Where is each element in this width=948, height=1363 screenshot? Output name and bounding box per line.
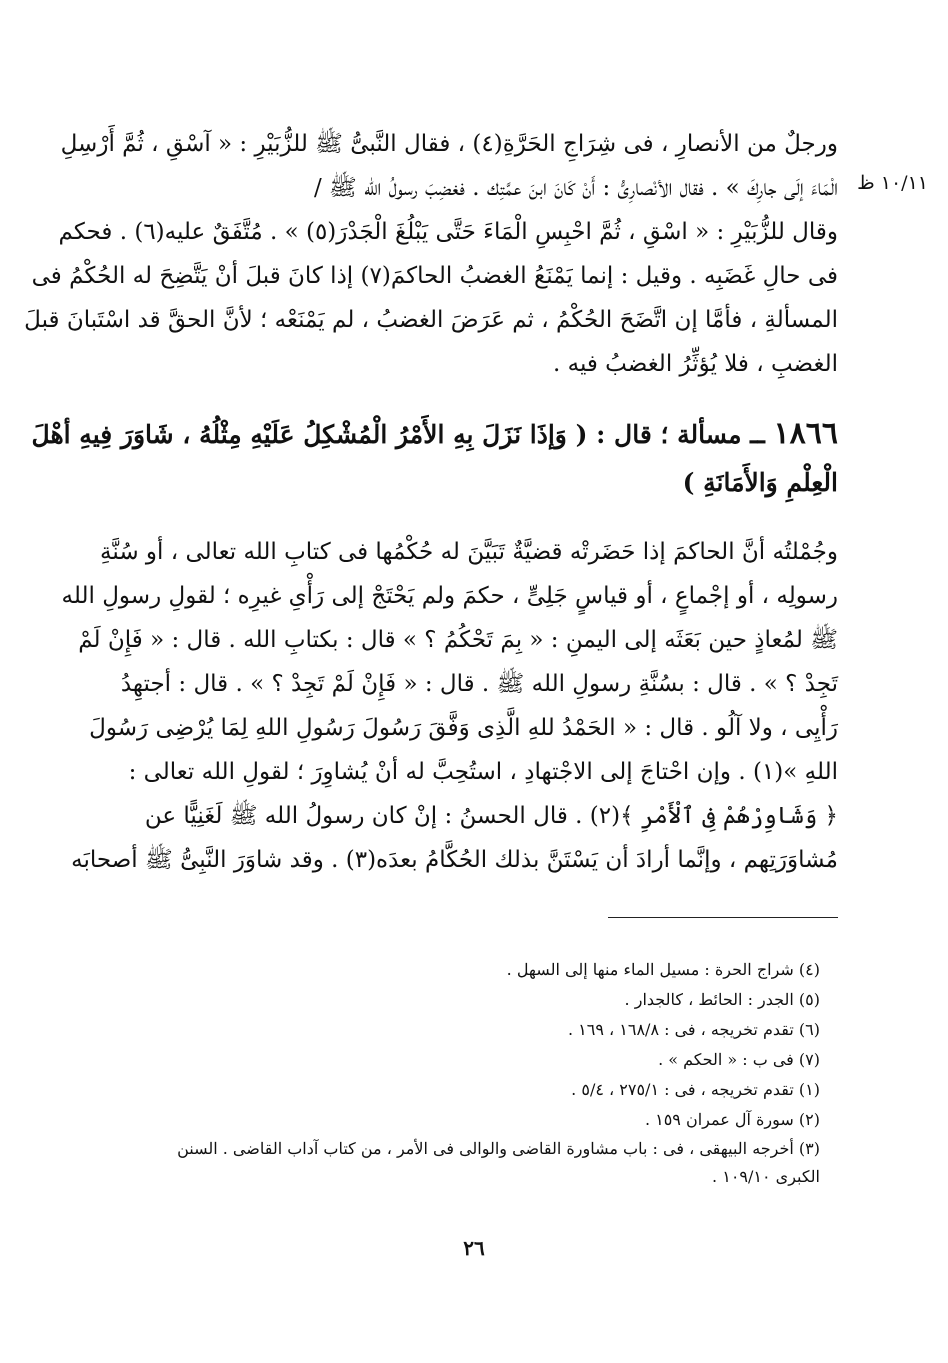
text-line: ﷺ لمُعاذٍ حين بَعَثَه إلى اليمنِ : « بِمَ تَحْكُمُ ؟ » قال : بكتابِ الله . قال : « فَإِنْ لَمْ (78, 627, 838, 653)
footnotes (128, 955, 820, 1191)
issue-heading (31, 410, 838, 507)
footnote-item: (٤) شراج الحرة : مسيل الماء منها إلى السهل . (506, 960, 820, 979)
footnote-divider (608, 917, 838, 918)
footnote-item: (٢) سورة آل عمران ١٥٩ . (644, 1110, 820, 1129)
text-line: المسألةِ ، فأمَّا إن اتَّضَحَ الحُكْمُ ، ثم عَرَضَ الغضبُ ، لم يَمْنَعْه ؛ لأنَّ الحقَّ قد اسْتَبانَ قبلَ (24, 307, 838, 333)
text-line: الغضبِ ، فلا يُؤثِّرُ الغضبُ فيه . (552, 351, 838, 377)
footnote-item: (٦) تقدم تخريجه ، فى : ١٦٨/٨ ، ١٦٩ . (567, 1020, 820, 1039)
text-line: اللهِ »(١) . وإن احْتاجَ إلى الاجْتهادِ ، استُحِبَّ له أنْ يُشاوِرَ ؛ لقولِ الله تعالى : (128, 759, 838, 785)
footnote-item: (٣) أخرجه البيهقى ، فى : باب مشاورة القاضى والوالى فى الأمر ، من كتاب آداب القاضى . السنن الكبرى ١٠٩/١٠ . (177, 1139, 820, 1186)
issue-number: ١٨٦٦ (773, 416, 838, 451)
heading-line (31, 410, 838, 459)
text-line: رَأْيِى ، ولا آلُو . قال : « الحَمْدُ للهِ الَّذِى وَفَّقَ رَسُولَ رَسُولِ اللهِ لِمَا يُرْضِى رَسُولَ (89, 715, 838, 741)
paragraph-continuation (24, 122, 838, 386)
page-number: ٢٦ (463, 1236, 485, 1260)
footnote-item: (٥) الجدر : الحائط ، كالجدار . (624, 990, 820, 1009)
text-line: مُشاوَرَتِهم ، وإنَّما أرادَ أن يَسْتَنَّ بذلك الحُكَّامُ بعدَه(٣) . وقد شاوَرَ النَّبِىُّ ﷺ أصحابَه (71, 847, 838, 873)
heading-line: الْعِلْمِ وَالأَمَانَةِ ) (682, 468, 838, 497)
heading-text: ــ مسألة ؛ قال : ( وَإذَا نَزَلَ بِهِ الأَمْرُ الْمُشْكِلُ عَلَيْهِ مِثْلُهُ ، شَاوَرَ فِيهِ أهْلَ (31, 420, 765, 449)
margin-manuscript-reference: ١٠/١١ ظ (857, 172, 928, 194)
text-line: الْمَاءَ إلَى جارِكَ » . فقال الأنْصارِىُّ : أَنْ كَانَ ابنَ عمَّتِك . فغضِبَ رسولُ الله ﷺ / (313, 175, 838, 201)
text-line: فى حالِ غَضَبِه . وقيل : إنما يَمْنَعُ الغضبُ الحاكمَ(٧) إذا كانَ قبلَ أنْ يَتَّضِحَ له الحُكْمُ فى (31, 263, 838, 289)
text-line: ﴿ وَشَاوِرْهُمْ فِى ٱلْأَمْرِ ﴾(٢) . قال الحسنُ : إنْ كان رسولُ الله ﷺ لَغَنِيًّا عن (144, 803, 838, 829)
commentary-paragraph (61, 530, 838, 882)
text-line: ورجلٌ من الأنصارِ ، فى شِرَاجِ الحَرَّةِ(٤) ، فقال النَّبىُّ ﷺ للزُّبَيْرِ : « آسْقِ ، ثُمَّ أَرْسِلِ (60, 131, 838, 157)
text-line: تَجِدْ ؟ » . قال : بسُنَّةِ رسولِ الله ﷺ . قال : « فَإِنْ لَمْ تَجِدْ ؟ » . قال : أجتهِدُ (120, 671, 838, 697)
text-line: رسولِه ، أو إجْماعٍ ، أو قياسٍ جَلِىٍّ ، حكمَ ولم يَحْتَجْ إلى رَأْىِ غيرِه ؛ لقولِ رسولِ الله (61, 583, 838, 609)
footnote-item: (١) تقدم تخريجه ، فى : ٢٧٥/١ ، ٥/٤ . (571, 1080, 820, 1099)
footnote-item: (٧) فى ب : « الحكم » . (658, 1050, 820, 1069)
text-line: وجُمْلتُه أنَّ الحاكمَ إذا حَضَرتْه قضيَّةٌ تَبَيَّنَ له حُكْمُها فى كتابِ الله تعالى ، أو سُنَّةِ (100, 539, 838, 565)
text-line: وقال للزُّبَيْرِ : « اسْقِ ، ثُمَّ احْبِسِ الْمَاءَ حَتَّى يَبْلُغَ الْجَدْرَ(٥) » . مُتَّفَقٌ عليه(٦) . فحكم (58, 219, 838, 245)
